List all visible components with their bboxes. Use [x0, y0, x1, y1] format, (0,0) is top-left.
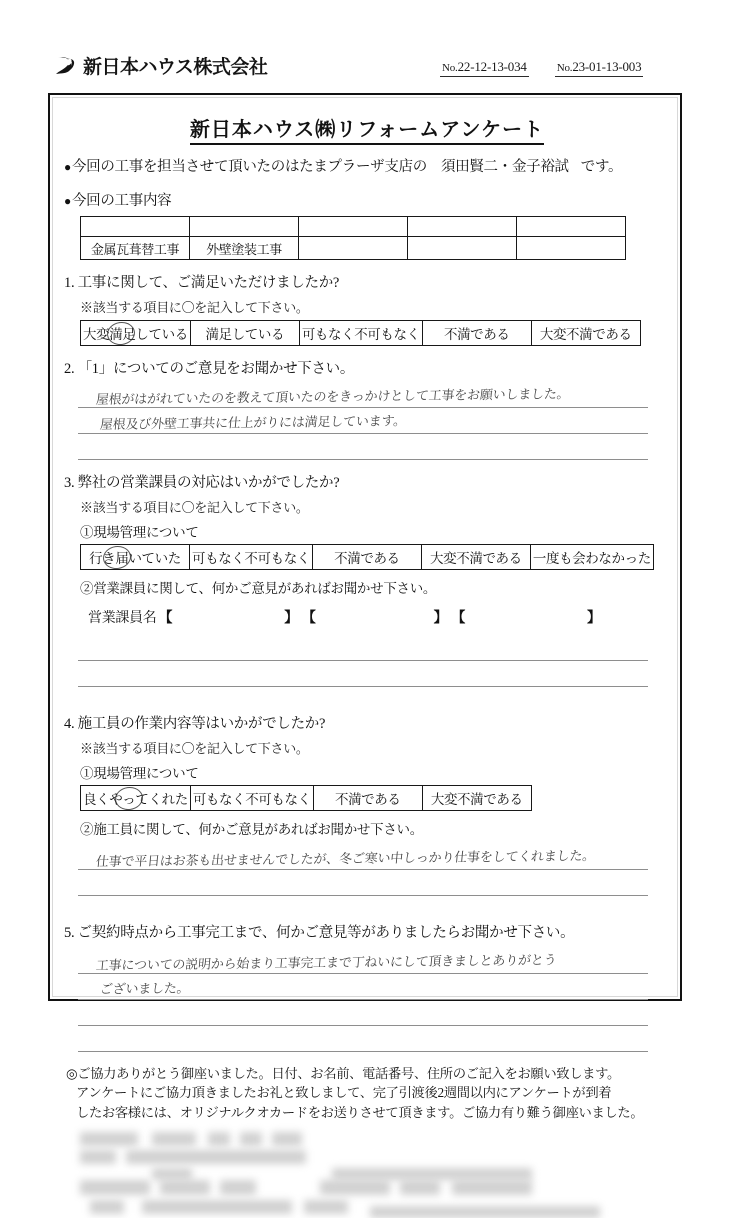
question-4-subheading-1: ①現場管理について: [80, 766, 199, 781]
question-1-option-4[interactable]: 大変不満である: [531, 321, 640, 346]
answer-line[interactable]: [78, 382, 648, 408]
intro-charge-text: 今回の工事を担当させて頂いたのはたまプラーザ支店の: [71, 159, 427, 175]
document-number-2-value: 23-01-13-003: [572, 59, 642, 74]
work-content-cell-top-4: [408, 217, 517, 237]
answer-line[interactable]: [78, 661, 648, 687]
question-4-text: 施工員の作業内容等はいかがでしたか?: [77, 716, 326, 732]
footer-note-line-1: ◎ご協力ありがとう御座いました。日付、お名前、電話番号、住所のご記入をお願い致します。: [66, 1066, 620, 1081]
answer-line[interactable]: [78, 1026, 648, 1052]
handwritten-answer: ございました。: [99, 981, 191, 998]
footer-note-line-2: アンケートにご協力頂きましたお礼と致しまして、完了引渡後2週間以内にアンケートが到着: [76, 1085, 612, 1101]
table-row: [81, 545, 654, 570]
redacted-block: [90, 1200, 124, 1214]
redacted-block: [152, 1132, 196, 1146]
answer-line[interactable]: [78, 844, 648, 870]
handwritten-answer: 仕事で平日はお茶も出せませんでしたが、冬ご寒い中しっかり仕事をしてくれました。: [95, 848, 596, 871]
work-content-cell-top-5: [517, 217, 626, 237]
question-4-option-0-label: 良くやってくれた: [83, 792, 188, 807]
bracket-open-icon: 【: [158, 611, 173, 626]
question-4-option-2[interactable]: 不満である: [313, 786, 422, 811]
form-title: [50, 113, 684, 142]
question-3-option-1[interactable]: 可もなく不可もなく: [190, 545, 313, 570]
sales-staff-name-row: [88, 607, 684, 627]
question-3-option-4[interactable]: 一度も会わなかった: [530, 545, 653, 570]
staff-names: 須田賢二・金子裕試: [440, 159, 569, 175]
redacted-block: [126, 1150, 306, 1164]
question-3-subheading-1: ①現場管理について: [80, 525, 199, 540]
answer-line[interactable]: [78, 948, 648, 974]
question-4-option-1[interactable]: 可もなく不可もなく: [190, 786, 313, 811]
question-4-number: 4.: [64, 716, 75, 732]
handwritten-answer: 工事についての説明から始まり工事完工まで丁ねいにして頂きましとありがとう: [95, 953, 558, 974]
redacted-block: [452, 1180, 532, 1195]
redacted-block: [208, 1132, 230, 1146]
question-2-text: 「1」についてのご意見をお聞かせ下さい。: [77, 361, 355, 377]
answer-line[interactable]: [78, 1000, 648, 1026]
question-3-subheading-2: ②営業課員に関して、何かご意見があればお聞かせ下さい。: [80, 581, 437, 596]
question-5-number: 5.: [64, 925, 75, 941]
redacted-block: [220, 1180, 256, 1195]
work-content-cell-top-3: [299, 217, 408, 237]
question-3-options-table: [80, 544, 654, 570]
bracket-close-icon: 】: [587, 611, 601, 626]
redacted-block: [370, 1206, 600, 1218]
sales-staff-name-label: 営業課員名: [88, 611, 157, 626]
answer-line[interactable]: [78, 408, 648, 434]
question-1: [64, 271, 684, 292]
footer-note-line-3: したお客様には、オリジナルクオカードをお送りさせて頂きます。ご協力有り難う御座いました。: [76, 1104, 644, 1120]
work-content-table: [80, 216, 626, 260]
question-3-option-2[interactable]: 不満である: [312, 545, 421, 570]
redacted-block: [80, 1180, 150, 1195]
document-number-1-value: 22-12-13-034: [457, 59, 527, 74]
question-5-text: ご契約時点から工事完工まで、何かご意見等がありましたらお聞かせ下さい。: [77, 925, 575, 941]
question-5-answer-area[interactable]: [78, 948, 648, 1052]
question-2-number: 2.: [64, 361, 75, 377]
redacted-block: [160, 1180, 210, 1195]
work-content-cell-3: [299, 237, 408, 260]
table-row: [81, 786, 532, 811]
answer-line[interactable]: [78, 974, 648, 1000]
work-content-cell-top-2: [190, 217, 299, 237]
redacted-block: [80, 1150, 116, 1164]
redacted-block: [152, 1168, 192, 1180]
redacted-block: [304, 1200, 348, 1214]
redacted-block: [400, 1180, 440, 1195]
question-1-note: ※該当する項目に〇を記入して下さい。: [80, 300, 309, 315]
intro-tail: です。: [580, 159, 623, 175]
redacted-personal-info: [80, 1130, 660, 1218]
question-1-options-table: [80, 320, 641, 346]
work-content-cell-top-1: [81, 217, 190, 237]
question-2: [64, 357, 684, 378]
answer-line[interactable]: [78, 870, 648, 896]
question-5: [64, 921, 684, 942]
bullet-icon: ●: [64, 160, 71, 174]
document-number-2: [555, 59, 644, 77]
work-content-cell-4: [408, 237, 517, 260]
footer-note: [66, 1064, 666, 1122]
question-2-answer-area[interactable]: [78, 382, 648, 460]
question-3-option-3[interactable]: 大変不満である: [421, 545, 530, 570]
bracket-close-icon: 】: [284, 611, 298, 626]
question-1-option-2[interactable]: 可もなく不可もなく: [299, 321, 422, 346]
handwritten-answer: 屋根及び外壁工事共に仕上がりには満足しています。: [99, 414, 407, 433]
redacted-block: [240, 1132, 262, 1146]
answer-line[interactable]: [78, 635, 648, 661]
bracket-open-icon: 【: [451, 611, 466, 626]
swirl-logo-icon: [52, 53, 78, 79]
bracket-open-icon: 【: [301, 611, 316, 626]
company-logo: [52, 52, 267, 79]
document-number-1-prefix: No.: [442, 62, 458, 74]
question-4-option-3[interactable]: 大変不満である: [422, 786, 531, 811]
work-content-cell-1: 金属瓦葺替工事: [81, 237, 190, 260]
form-frame: [48, 93, 682, 1120]
question-3-note: ※該当する項目に〇を記入して下さい。: [80, 500, 309, 515]
question-4-subheading-2: ②施工員に関して、何かご意見があればお聞かせ下さい。: [80, 822, 423, 837]
redacted-block: [272, 1132, 302, 1146]
question-4: [64, 712, 684, 733]
question-3: [64, 471, 684, 492]
sales-staff-name-field-1[interactable]: [159, 607, 298, 627]
work-content-label-line: [64, 189, 684, 210]
work-content-cell-2: 外壁塗装工事: [190, 237, 299, 260]
question-3-option-0[interactable]: [81, 545, 190, 570]
question-3-option-0-label: 行き届いていた: [89, 551, 181, 566]
question-3-answer-area[interactable]: [78, 635, 648, 687]
document-number-2-prefix: No.: [556, 62, 573, 74]
question-1-text: 工事に関して、ご満足いただけましたか?: [77, 275, 340, 291]
sales-staff-name-field-2[interactable]: [302, 607, 447, 627]
sales-staff-name-field-3[interactable]: [451, 607, 600, 627]
company-name: 新日本ハウス株式会社: [83, 56, 268, 78]
bullet-icon: ●: [64, 194, 71, 208]
redacted-block: [142, 1200, 292, 1214]
question-3-number: 3.: [64, 475, 75, 491]
work-content-label: 今回の工事内容: [71, 193, 172, 209]
redacted-block: [332, 1168, 532, 1180]
question-4-option-0[interactable]: [81, 786, 191, 811]
form-title-text: 新日本ハウス㈱リフォームアンケート: [190, 117, 544, 145]
bracket-close-icon: 】: [433, 611, 448, 626]
handwritten-answer: 屋根がはがれていたのを教えて頂いたのをきっかけとして工事をお願いしました。: [95, 387, 571, 408]
redacted-block: [320, 1180, 390, 1195]
question-4-options-table: [80, 785, 532, 811]
question-1-option-0[interactable]: [81, 321, 191, 346]
table-row: [81, 217, 626, 237]
question-1-number: 1.: [64, 275, 75, 291]
answer-line[interactable]: [78, 434, 648, 460]
question-1-option-3[interactable]: 不満である: [422, 321, 531, 346]
question-3-text: 弊社の営業課員の対応はいかがでしたか?: [77, 475, 340, 491]
table-row: [81, 237, 626, 260]
question-4-answer-area[interactable]: [78, 844, 648, 896]
work-content-cell-5: [517, 237, 626, 260]
question-4-note: ※該当する項目に〇を記入して下さい。: [80, 741, 309, 756]
document-numbers: [440, 59, 643, 77]
question-1-option-0-label: 大変満足している: [83, 327, 188, 342]
document-number-1: [440, 59, 529, 77]
intro-charge-line: [64, 155, 684, 176]
question-1-option-1[interactable]: 満足している: [190, 321, 299, 346]
table-row: [81, 321, 641, 346]
document-header: [0, 52, 730, 96]
redacted-block: [80, 1132, 138, 1146]
